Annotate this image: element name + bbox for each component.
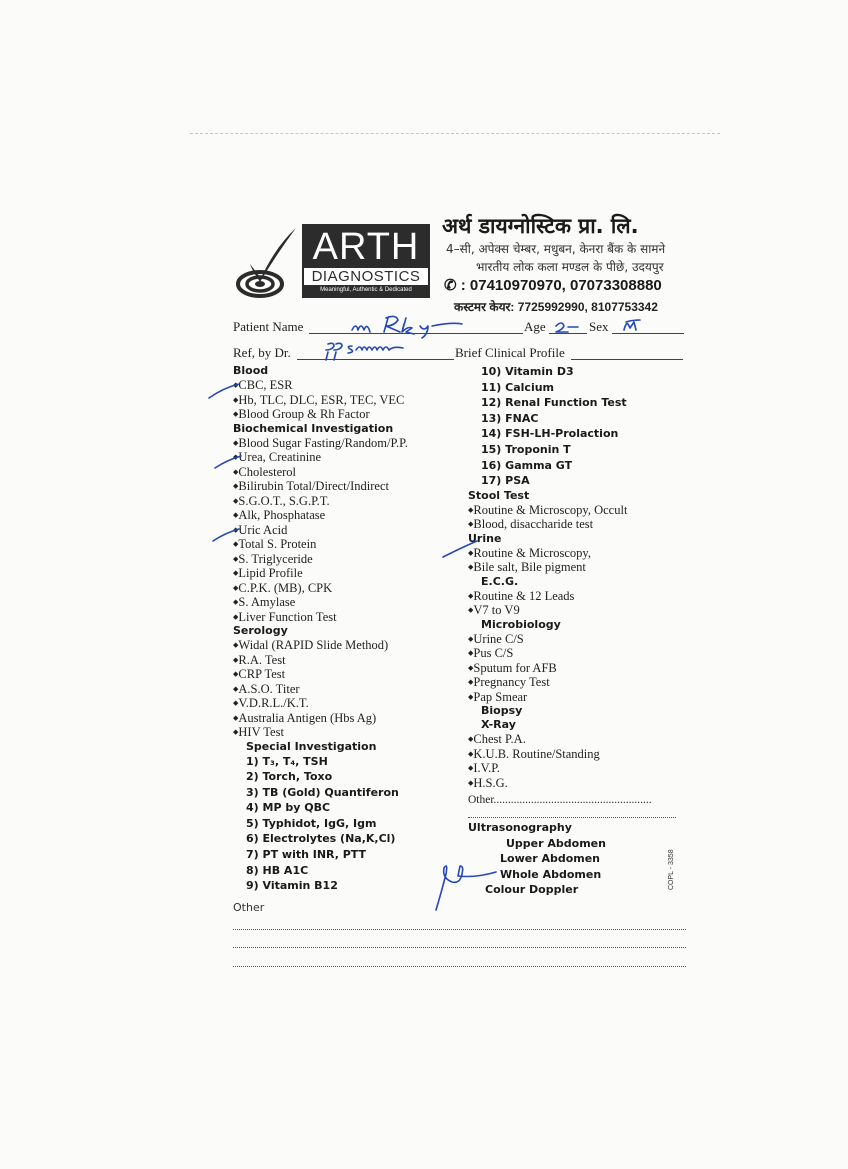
left-test-item: ◆ Blood Sugar Fasting/Random/P.P.: [233, 436, 463, 451]
right-test-item: ◆ Routine & Microscopy, Occult: [468, 503, 688, 518]
left-test-item: ◆ Liver Function Test: [233, 610, 463, 625]
form-code: COPL - 3358: [668, 849, 675, 890]
logo-brand: ARTH: [312, 226, 420, 268]
left-test-item: ◆ Lipid Profile: [233, 566, 463, 581]
tick-mark-urea: [215, 456, 241, 468]
right-test-item: ◆ K.U.B. Routine/Standing: [468, 747, 688, 762]
right-numbered-test: 13) FNAC: [481, 411, 539, 425]
phone-numbers: ✆ : 07410970970, 07073308880: [444, 277, 662, 294]
right-other-label: Other.......................................................: [468, 794, 652, 806]
customer-care: कस्टमर केयर: 7725992990, 8107753342: [454, 300, 658, 314]
left-test-item: ◆ Bilirubin Total/Direct/Indirect: [233, 479, 463, 494]
right-test-item: ◆ H.S.G.: [468, 776, 688, 791]
right-test-item: ◆ V7 to V9: [468, 603, 688, 618]
left-test-item: ◆ S. Amylase: [233, 595, 463, 610]
left-numbered-test: 2) Torch, Toxo: [246, 770, 333, 784]
left-section-heading: Biochemical Investigation: [233, 421, 394, 435]
left-numbered-test: 9) Vitamin B12: [246, 879, 338, 893]
right-test-item: ◆ Blood, disaccharide test: [468, 517, 688, 532]
handwritten-sex: [624, 320, 640, 330]
logo-subtitle: DIAGNOSTICS: [304, 268, 428, 285]
brief-clinical-profile-label: Brief Clinical Profile: [455, 345, 565, 360]
left-numbered-test: 7) PT with INR, PTT: [246, 848, 367, 862]
right-test-item: ◆ Pregnancy Test: [468, 675, 688, 690]
left-test-item: ◆ Alk, Phosphatase: [233, 508, 463, 523]
tick-mark-urine-routine: [443, 541, 477, 557]
left-test-item: ◆ Urea, Creatinine: [233, 450, 463, 465]
left-test-item: ◆ V.D.R.L./K.T.: [233, 696, 463, 711]
tick-mark-cbc: [209, 384, 239, 398]
right-section-heading: Microbiology: [481, 617, 561, 631]
left-test-item: ◆ HIV Test: [233, 725, 463, 740]
address-line-1: 4–सी, अपेक्स चेम्बर, मधुबन, केनरा बैंक के सामने: [446, 242, 666, 256]
left-section-heading: Blood: [233, 364, 269, 377]
left-test-item: ◆ R.A. Test: [233, 653, 463, 668]
usg-item-upper-abdomen: Upper Abdomen: [506, 837, 606, 850]
left-test-item: ◆ Blood Group & Rh Factor: [233, 407, 463, 422]
left-section-heading: Special Investigation: [246, 739, 377, 753]
right-section-heading: Biopsy: [481, 704, 523, 718]
usg-item-lower-abdomen: Lower Abdomen: [500, 852, 601, 865]
left-test-item: ◆ Total S. Protein: [233, 537, 463, 552]
usg-item-whole-abdomen: Whole Abdomen: [500, 868, 602, 881]
left-numbered-test: 4) MP by QBC: [246, 801, 331, 815]
right-section-heading: E.C.G.: [481, 574, 519, 588]
right-section-heading: Stool Test: [468, 488, 530, 502]
left-test-item: ◆ Australia Antigen (Hbs Ag): [233, 711, 463, 726]
handwritten-age: [556, 323, 578, 332]
right-numbered-test: 17) PSA: [481, 474, 530, 488]
left-test-item: ◆ Cholesterol: [233, 465, 463, 480]
right-test-item: ◆ Sputum for AFB: [468, 661, 688, 676]
right-test-item: ◆ Routine & 12 Leads: [468, 589, 688, 604]
left-numbered-test: 8) HB A1C: [246, 863, 309, 877]
left-test-item: ◆ CRP Test: [233, 667, 463, 682]
age-label: Age: [524, 319, 546, 334]
right-test-item: ◆ Bile salt, Bile pigment: [468, 560, 688, 575]
left-numbered-test: 3) TB (Gold) Quantiferon: [246, 785, 399, 799]
usg-item-colour-doppler: Colour Doppler: [485, 883, 579, 896]
right-test-item: ◆ Pus C/S: [468, 646, 688, 661]
left-test-item: ◆ Uric Acid: [233, 523, 463, 538]
handwritten-ref-doctor: [326, 343, 403, 360]
left-test-item: ◆ Hb, TLC, DLC, ESR, TEC, VEC: [233, 393, 463, 408]
right-section-heading: X-Ray: [481, 718, 516, 732]
left-test-item: ◆ S. Triglyceride: [233, 552, 463, 567]
usg-title: Ultrasonography: [468, 821, 572, 834]
left-numbered-test: 1) T₃, T₄, TSH: [246, 754, 328, 768]
right-numbered-test: 14) FSH-LH-Prolaction: [481, 427, 619, 441]
right-numbered-test: 12) Renal Function Test: [481, 396, 627, 410]
right-numbered-test: 15) Troponin T: [481, 442, 571, 456]
sex-label: Sex: [589, 319, 609, 334]
right-test-item: ◆ Urine C/S: [468, 632, 688, 647]
left-section-heading: Serology: [233, 624, 288, 637]
left-test-item: ◆ C.P.K. (MB), CPK: [233, 581, 463, 596]
ref-doctor-label: Ref, by Dr.: [233, 345, 291, 360]
left-numbered-test: 6) Electrolytes (Na,K,Cl): [246, 832, 396, 846]
right-numbered-test: 10) Vitamin D3: [481, 365, 574, 378]
left-test-item: ◆ A.S.O. Titer: [233, 682, 463, 697]
right-numbered-test: 16) Gamma GT: [481, 458, 573, 472]
patient-name-label: Patient Name: [233, 319, 304, 334]
right-section-heading: Urine: [468, 531, 502, 545]
doctor-signature: [436, 866, 496, 910]
left-test-item: ◆ Widal (RAPID Slide Method): [233, 638, 463, 653]
right-test-item: ◆ Pap Smear: [468, 690, 688, 705]
company-name: अर्थ डायग्नोस्टिक प्रा. लि.: [442, 214, 639, 238]
left-test-item: ◆ S.G.O.T., S.G.P.T.: [233, 494, 463, 509]
right-test-item: ◆ Routine & Microscopy,: [468, 546, 688, 561]
logo-tagline: Meaningful, Authentic & Dedicated: [320, 287, 412, 293]
left-test-item: ◆ CBC, ESR: [233, 378, 463, 393]
handwritten-patient-name: [352, 316, 462, 338]
left-numbered-test: 5) Typhidot, IgG, Igm: [246, 816, 377, 830]
right-numbered-test: 11) Calcium: [481, 380, 555, 394]
left-other-label: Other: [233, 901, 265, 914]
right-test-item: ◆ Chest P.A.: [468, 732, 688, 747]
right-test-item: ◆ I.V.P.: [468, 761, 688, 776]
address-line-2: भारतीय लोक कला मण्डल के पीछे, उदयपुर: [476, 260, 664, 274]
tick-mark-uric-acid: [213, 529, 239, 541]
